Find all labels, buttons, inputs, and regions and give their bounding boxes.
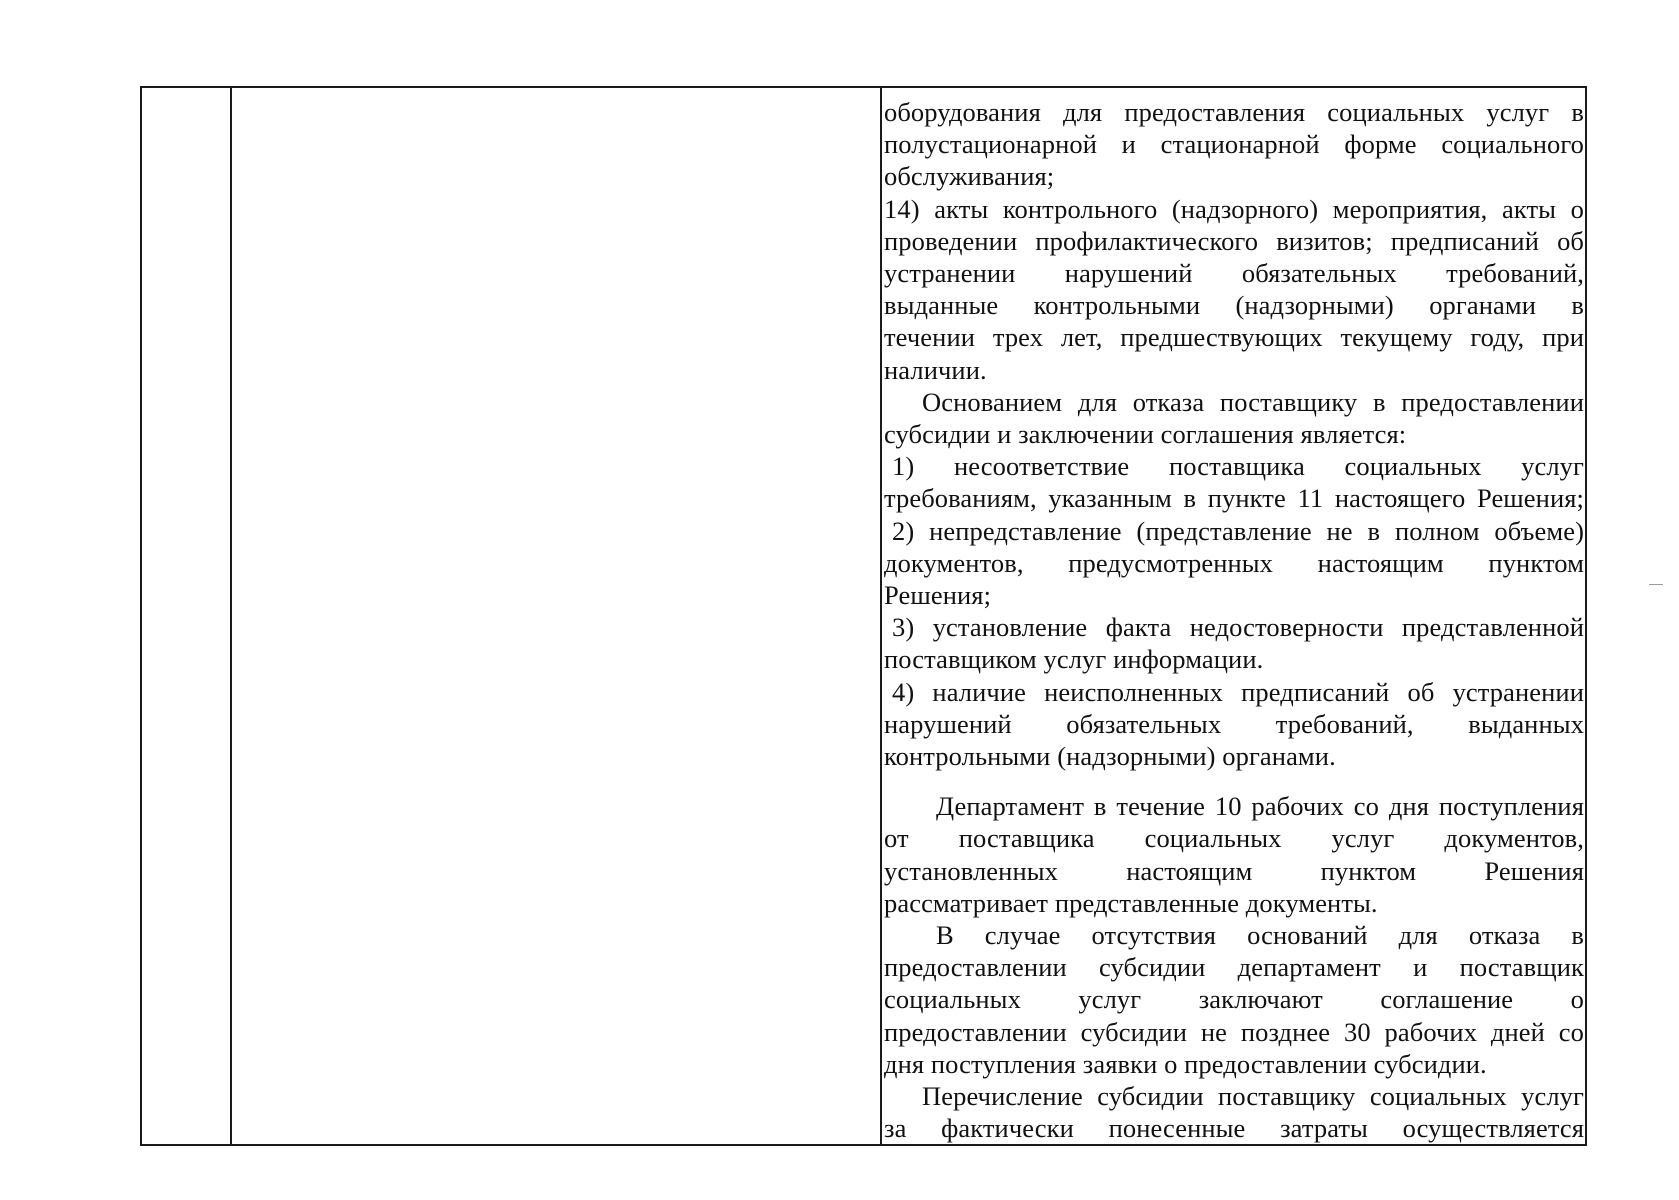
text-line: 2) непредставление (представление не в полном объеме) — [892, 515, 1584, 546]
text-line: за фактически понесенные затраты осуществляется — [884, 1113, 1584, 1144]
text-line: от поставщика социальных услуг документов, — [884, 823, 1584, 854]
text-line: Департамент в течение 10 рабочих со дня поступления — [936, 791, 1584, 822]
text-line: контрольными (надзорными) органами. — [884, 741, 1336, 772]
text-line: выданные контрольными (надзорными) органами в — [884, 290, 1584, 321]
text-line: социальных услуг заключают соглашение о — [884, 984, 1584, 1015]
text-line: полустационарной и стационарной форме социального — [884, 129, 1584, 160]
table-cell-text — [884, 96, 1584, 1144]
document-table — [140, 86, 1587, 1146]
text-line: Перечисление субсидии поставщику социальных услуг — [922, 1081, 1584, 1112]
text-line: обслуживания; — [884, 161, 1055, 192]
text-line: Решения; — [884, 580, 992, 611]
text-line: рассматривает представленные документы. — [884, 887, 1378, 918]
text-line: требованиям, указанным в пункте 11 настоящего Решения; — [884, 483, 1584, 514]
text-line: течении трех лет, предшествующих текущему году, при — [884, 322, 1584, 353]
text-line: 14) акты контрольного (надзорного) мероприятия, акты о — [884, 193, 1584, 224]
column-divider-2 — [880, 88, 882, 1144]
text-line: 4) наличие неисполненных предписаний об устранении — [892, 676, 1584, 707]
text-line: предоставлении субсидии не позднее 30 рабочих дней со — [884, 1016, 1584, 1047]
text-line: дня поступления заявки о предоставлении субсидии. — [884, 1048, 1487, 1079]
text-line: нарушений обязательных требований, выданных — [884, 708, 1584, 739]
text-line: 1) несоответствие поставщика социальных услуг — [892, 451, 1584, 482]
paragraph-gap — [884, 772, 1584, 790]
text-line: проведении профилактического визитов; предписаний об — [884, 225, 1584, 256]
text-line: документов, предусмотренных настоящим пунктом — [884, 547, 1584, 578]
text-line: 3) установление факта недостоверности представленной — [892, 612, 1584, 643]
text-line: В случае отсутствия оснований для отказа в — [936, 920, 1584, 951]
text-line: предоставлении субсидии департамент и поставщик — [884, 952, 1584, 983]
text-line: оборудования для предоставления социальных услуг в — [884, 97, 1584, 127]
text-line: поставщиком услуг информации. — [884, 644, 1264, 675]
text-line: субсидии и заключении соглашения является: — [884, 419, 1407, 450]
edge-mark — [1649, 584, 1663, 585]
text-line: наличии. — [884, 354, 987, 385]
text-line: Основанием для отказа поставщику в предоставлении — [922, 386, 1584, 417]
text-line: устранении нарушений обязательных требований, — [884, 258, 1584, 289]
column-divider-1 — [230, 88, 232, 1144]
text-line: установленных настоящим пунктом Решения — [884, 855, 1584, 886]
